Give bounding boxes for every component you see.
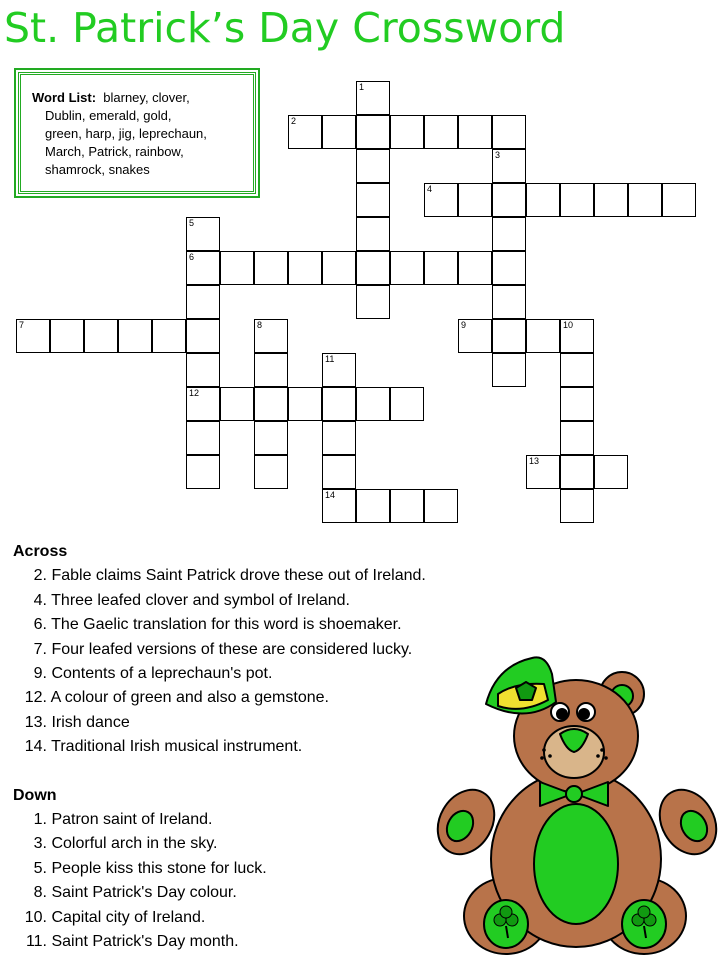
grid-cell[interactable] (254, 421, 288, 455)
grid-clue-number: 9 (461, 320, 467, 330)
grid-cell[interactable] (492, 251, 526, 285)
grid-cell[interactable] (186, 285, 220, 319)
clue-across: 13. Irish dance (24, 713, 130, 731)
grid-cell[interactable] (186, 387, 220, 421)
clues-section (13, 540, 426, 955)
down-heading: Down (13, 786, 57, 804)
grid-cell[interactable] (662, 183, 696, 217)
grid-clue-number: 12 (189, 388, 200, 398)
grid-cell[interactable] (322, 251, 356, 285)
grid-cell[interactable] (288, 387, 322, 421)
grid-cell[interactable] (322, 489, 356, 523)
word-list-line: green, harp, jig, leprechaun, (45, 126, 207, 141)
grid-cell[interactable] (356, 387, 390, 421)
grid-cell[interactable] (356, 285, 390, 319)
grid-cell[interactable] (322, 455, 356, 489)
grid-cell[interactable] (356, 217, 390, 251)
grid-cell[interactable] (118, 319, 152, 353)
clue-down: 10. Capital city of Ireland. (24, 908, 206, 926)
grid-cell[interactable] (220, 387, 254, 421)
grid-cell[interactable] (322, 353, 356, 387)
clue-down: 5. People kiss this stone for luck. (33, 859, 267, 877)
grid-cell[interactable] (458, 251, 492, 285)
grid-cell[interactable] (424, 489, 458, 523)
word-list-line-text: blarney, clover, (103, 90, 190, 105)
grid-clue-number: 14 (325, 490, 336, 500)
grid-cell[interactable] (560, 183, 594, 217)
grid-clue-number: 8 (257, 320, 263, 330)
grid-cell[interactable] (560, 489, 594, 523)
grid-cell[interactable] (254, 251, 288, 285)
grid-cell[interactable] (186, 251, 220, 285)
teddy-bear-leprechaun-icon (436, 654, 718, 957)
clue-across: 9. Contents of a leprechaun's pot. (33, 665, 273, 683)
grid-cell[interactable] (458, 183, 492, 217)
grid-cell[interactable] (560, 455, 594, 489)
grid-cell[interactable] (288, 251, 322, 285)
grid-cell[interactable] (390, 251, 424, 285)
grid-clue-number: 7 (19, 320, 25, 330)
grid-cell[interactable] (492, 183, 526, 217)
word-list-line: March, Patrick, rainbow, (45, 144, 184, 159)
grid-cell[interactable] (560, 421, 594, 455)
grid-cell[interactable] (50, 319, 84, 353)
grid-cell[interactable] (186, 217, 220, 251)
grid-cell[interactable] (560, 387, 594, 421)
grid-cell[interactable] (16, 319, 50, 353)
grid-cell[interactable] (254, 319, 288, 353)
grid-clue-number: 13 (529, 456, 540, 466)
grid-clue-number: 3 (495, 150, 501, 160)
grid-cell[interactable] (560, 353, 594, 387)
word-list-line: shamrock, snakes (45, 162, 150, 177)
grid-cell[interactable] (356, 81, 390, 115)
grid-cell[interactable] (424, 115, 458, 149)
grid-cell[interactable] (84, 319, 118, 353)
grid-cell[interactable] (628, 183, 662, 217)
clue-across: 14. Traditional Irish musical instrument. (24, 738, 303, 756)
word-list-label: Word List: (32, 90, 97, 105)
grid-cell[interactable] (390, 387, 424, 421)
grid-cell[interactable] (526, 319, 560, 353)
clue-down: 3. Colorful arch in the sky. (33, 835, 218, 853)
grid-cell[interactable] (254, 353, 288, 387)
word-list-line: Dublin, emerald, gold, (45, 108, 172, 123)
across-heading: Across (13, 543, 68, 560)
clue-down: 11. Saint Patrick's Day month. (25, 933, 239, 951)
grid-cell[interactable] (492, 217, 526, 251)
grid-cell[interactable] (390, 115, 424, 149)
grid-cell[interactable] (492, 149, 526, 183)
grid-cell[interactable] (492, 319, 526, 353)
grid-cell[interactable] (322, 421, 356, 455)
grid-cell[interactable] (424, 183, 458, 217)
grid-cell[interactable] (356, 183, 390, 217)
grid-cell[interactable] (186, 455, 220, 489)
grid-cell[interactable] (254, 455, 288, 489)
grid-clue-number: 10 (563, 320, 574, 330)
grid-cell[interactable] (526, 183, 560, 217)
grid-cell[interactable] (152, 319, 186, 353)
clue-down: 1. Patron saint of Ireland. (33, 811, 213, 829)
grid-cell[interactable] (186, 421, 220, 455)
clue-across: 12. A colour of green and also a gemstone. (24, 689, 329, 707)
grid-cell[interactable] (186, 353, 220, 387)
grid-clue-number: 5 (189, 218, 195, 228)
grid-cell[interactable] (560, 319, 594, 353)
grid-cell[interactable] (458, 115, 492, 149)
page-title: St. Patrick’s Day Crossword (4, 4, 566, 52)
clue-down: 8. Saint Patrick's Day colour. (33, 884, 237, 902)
grid-cell[interactable] (254, 387, 288, 421)
grid-cell[interactable] (594, 455, 628, 489)
grid-clue-number: 1 (359, 82, 365, 92)
grid-cell[interactable] (322, 115, 356, 149)
clue-across: 7. Four leafed versions of these are considered lucky. (33, 640, 413, 658)
grid-cell[interactable] (356, 149, 390, 183)
grid-cell[interactable] (322, 387, 356, 421)
grid-cell[interactable] (492, 353, 526, 387)
grid-clue-number: 4 (427, 184, 433, 194)
grid-cell[interactable] (186, 319, 220, 353)
grid-cell[interactable] (424, 251, 458, 285)
grid-clue-number: 11 (325, 354, 335, 364)
grid-cell[interactable] (526, 455, 560, 489)
clue-across: 4. Three leafed clover and symbol of Ireland. (33, 591, 350, 609)
grid-cell[interactable] (356, 489, 390, 523)
clue-across: 6. The Gaelic translation for this word is shoemaker. (33, 616, 402, 634)
clue-across: 2. Fable claims Saint Patrick drove these out of Ireland. (33, 567, 426, 585)
grid-clue-number: 2 (291, 116, 297, 126)
grid-clue-number: 6 (189, 252, 195, 262)
grid-cell[interactable] (458, 319, 492, 353)
grid-cell[interactable] (288, 115, 322, 149)
grid-cell[interactable] (492, 115, 526, 149)
grid-cell[interactable] (492, 285, 526, 319)
grid-cell[interactable] (356, 251, 390, 285)
grid-cell[interactable] (220, 251, 254, 285)
grid-cell[interactable] (390, 489, 424, 523)
grid-cell[interactable] (356, 115, 390, 149)
grid-cell[interactable] (594, 183, 628, 217)
